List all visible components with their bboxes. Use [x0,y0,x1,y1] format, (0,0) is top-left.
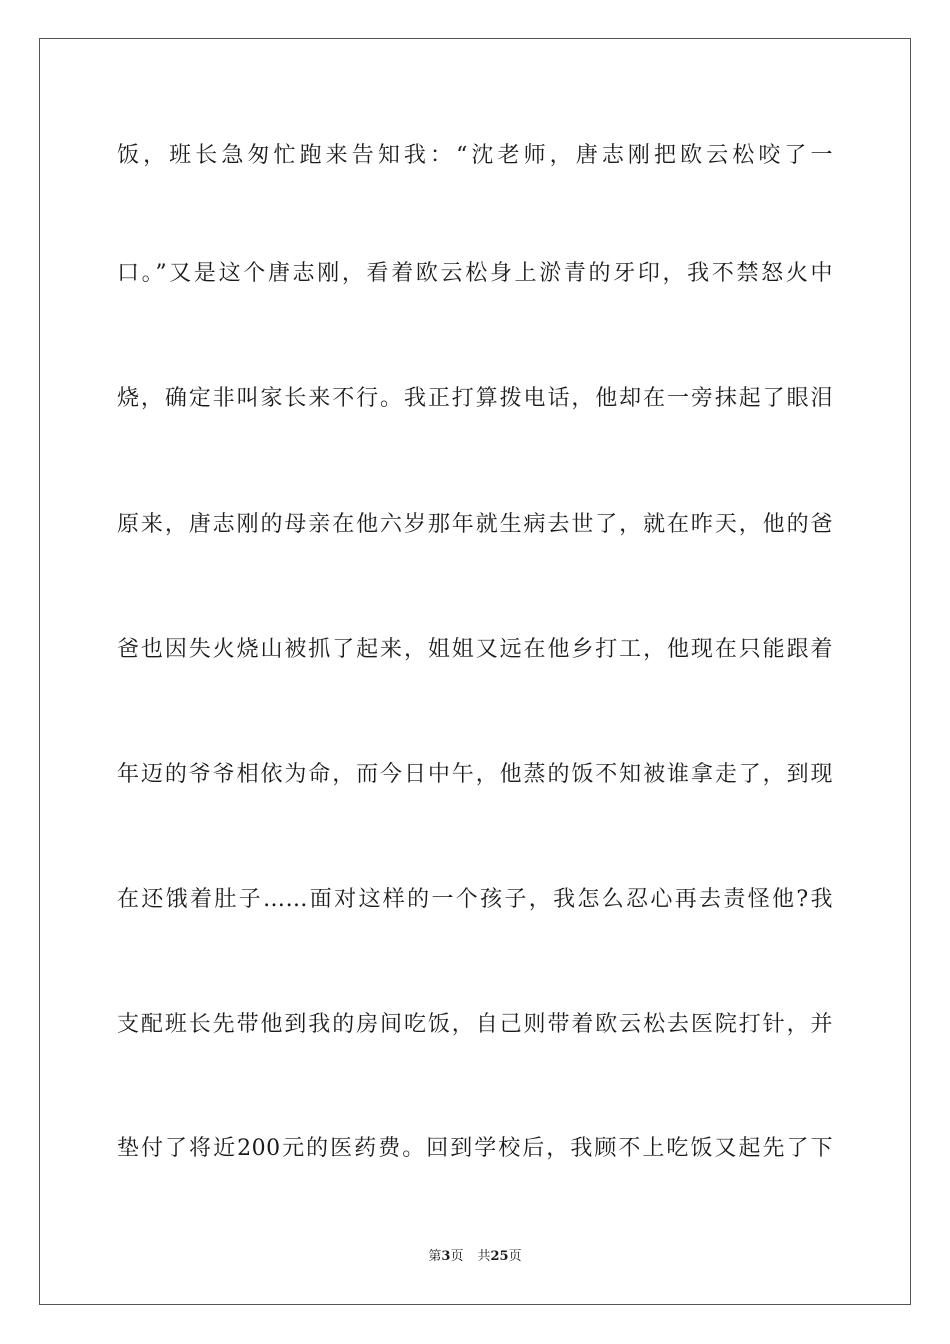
total-suffix: 页 [508,1249,522,1264]
page-number: 3 [441,1249,451,1264]
paragraph-line: 垫付了将近200元的医药费。回到学校后，我顾不上吃饭又起先了下 [117,1136,833,1161]
paragraph-line: 原来，唐志刚的母亲在他六岁那年就生病去世了，就在昨天，他的爸 [117,512,833,537]
total-prefix: 共 [477,1249,491,1264]
page-prefix: 第 [428,1249,442,1264]
page-border [39,38,911,1305]
paragraph-line: 爸也因失火烧山被抓了起来，姐姐又远在他乡打工，他现在只能跟着 [117,637,833,662]
paragraph-line: 烧，确定非叫家长来不行。我正打算拨电话，他却在一旁抹起了眼泪 [117,386,833,411]
page-suffix: 页 [450,1249,464,1264]
paragraph-line: 在还饿着肚子……面对这样的一个孩子，我怎么忍心再去责怪他?我 [117,887,833,912]
page-footer [0,1248,950,1266]
total-pages: 25 [490,1249,509,1264]
paragraph-line: 饭，班长急匆忙跑来告知我：“沈老师，唐志刚把欧云松咬了一 [117,143,833,168]
paragraph-line: 支配班长先带他到我的房间吃饭，自己则带着欧云松去医院打针，并 [117,1012,833,1037]
paragraph-line: 口。”又是这个唐志刚，看着欧云松身上淤青的牙印，我不禁怒火中 [117,261,833,286]
paragraph-line: 年迈的爷爷相依为命，而今日中午，他蒸的饭不知被谁拿走了，到现 [117,762,833,787]
